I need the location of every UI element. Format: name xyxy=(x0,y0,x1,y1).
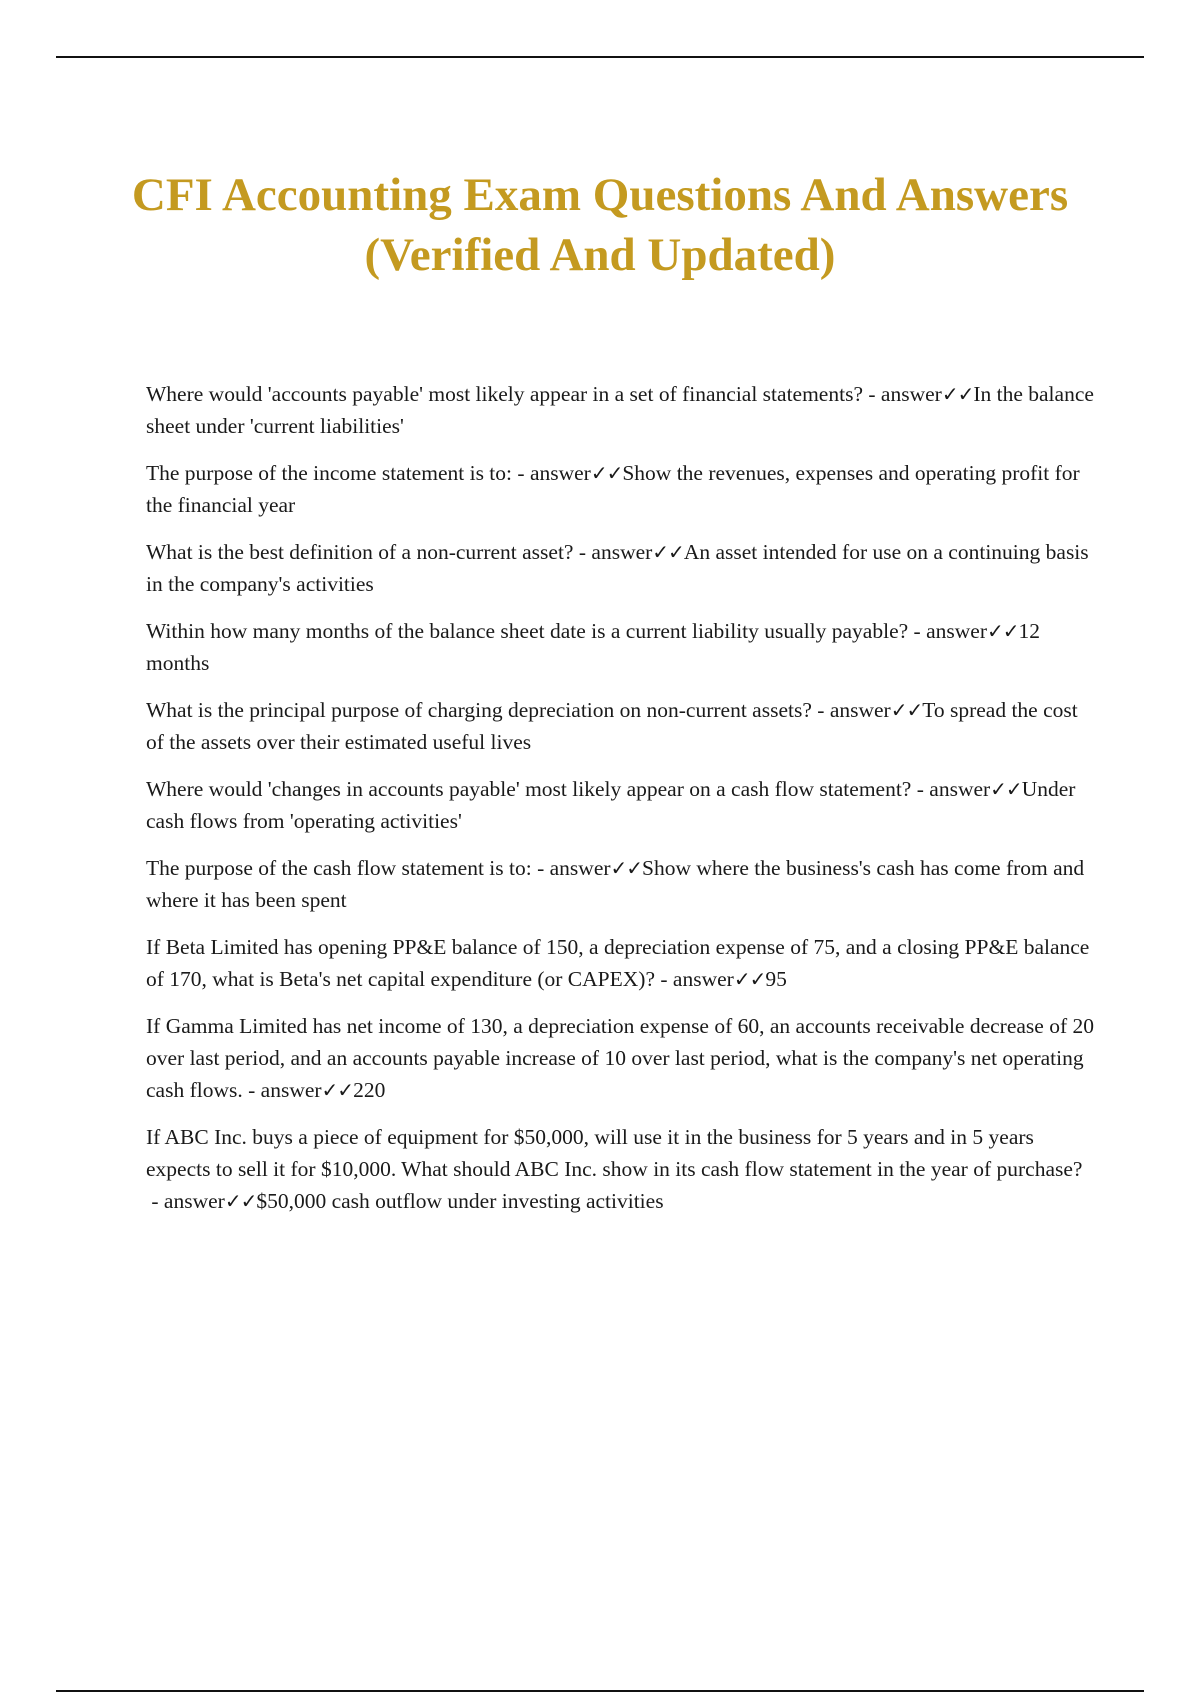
separator: - xyxy=(911,777,930,801)
question-text: Within how many months of the balance sheet date is a current liability usually payable? xyxy=(146,619,909,643)
question-text: If ABC Inc. buys a piece of equipment for $50,000, will use it in the business for 5 years and in 5 years expects to sell it for $10,000. What should ABC Inc. show in its cash flow statement in the year of purchase? xyxy=(146,1125,1083,1181)
double-check-icon: ✓✓ xyxy=(224,1189,257,1213)
qa-item xyxy=(146,852,1096,916)
separator: - xyxy=(908,619,927,643)
answer-prefix: answer xyxy=(926,619,987,643)
qa-item xyxy=(146,536,1096,600)
qa-item xyxy=(146,1010,1096,1106)
answer-prefix: answer xyxy=(672,967,734,991)
qa-item xyxy=(146,378,1096,442)
question-text: What is the best definition of a non-current asset? xyxy=(146,540,574,564)
answer-text: 220 xyxy=(353,1078,386,1102)
separator: - xyxy=(655,967,673,991)
double-check-icon: ✓✓ xyxy=(321,1078,354,1102)
separator: - xyxy=(512,461,530,485)
qa-item xyxy=(146,1121,1096,1217)
question-text: If Beta Limited has opening PP&E balance of 150, a depreciation expense of 75, and a closing PP&E balance of 170, what is Beta's net capital expenditure (or CAPEX)? xyxy=(146,935,1090,991)
separator: - xyxy=(242,1078,261,1102)
answer-text: To spread the cost of the assets over their estimated useful lives xyxy=(146,698,1078,754)
answer-prefix: answer xyxy=(880,382,942,406)
double-check-icon: ✓✓ xyxy=(941,382,974,406)
question-text: Where would 'changes in accounts payable' most likely appear on a cash flow statement? xyxy=(146,777,912,801)
answer-text: Under cash flows from 'operating activities' xyxy=(146,777,1076,833)
qa-item xyxy=(146,773,1096,837)
separator: - xyxy=(863,382,881,406)
answer-prefix: answer xyxy=(591,540,653,564)
question-text: What is the principal purpose of charging depreciation on non-current assets? xyxy=(146,698,812,722)
separator: - xyxy=(531,856,550,880)
answer-prefix: answer xyxy=(549,856,611,880)
qa-item xyxy=(146,615,1096,679)
double-check-icon: ✓✓ xyxy=(652,540,684,564)
qa-item xyxy=(146,931,1096,995)
answer-text: Show where the business's cash has come from and where it has been spent xyxy=(146,856,1085,912)
double-check-icon: ✓✓ xyxy=(986,619,1019,643)
double-check-icon: ✓✓ xyxy=(890,698,923,722)
double-check-icon: ✓✓ xyxy=(610,856,643,880)
answer-prefix: answer xyxy=(163,1189,225,1213)
answer-text: Show the revenues, expenses and operating profit for the financial year xyxy=(146,461,1080,517)
answer-text: In the balance sheet under 'current liabilities' xyxy=(146,382,1094,438)
answer-prefix: answer xyxy=(829,698,891,722)
separator: - xyxy=(811,698,830,722)
qa-item xyxy=(146,694,1096,758)
double-check-icon: ✓✓ xyxy=(590,461,623,485)
qa-list xyxy=(146,378,1096,1232)
top-rule xyxy=(56,56,1144,58)
double-check-icon: ✓✓ xyxy=(990,777,1022,801)
answer-text: An asset intended for use on a continuing basis in the company's activities xyxy=(146,540,1089,596)
separator: - xyxy=(573,540,592,564)
document-title: CFI Accounting Exam Questions And Answers (Verified And Updated) xyxy=(131,169,1069,281)
question-text: If Gamma Limited has net income of 130, a depreciation expense of 60, an accounts receivable decrease of 20 over last period, and an accounts payable increase of 10 over last period, what is the company's net operating cash flows. xyxy=(146,1014,1094,1102)
question-text: The purpose of the income statement is to: xyxy=(146,461,513,485)
question-text: The purpose of the cash flow statement is to: xyxy=(146,856,532,880)
answer-text: 12 months xyxy=(146,619,1040,675)
double-check-icon: ✓✓ xyxy=(733,967,766,991)
answer-text: $50,000 cash outflow under investing activities xyxy=(256,1189,664,1213)
bottom-rule xyxy=(56,1690,1144,1692)
answer-prefix: answer xyxy=(929,777,991,801)
question-text: Where would 'accounts payable' most likely appear in a set of financial statements? xyxy=(146,382,863,406)
answer-prefix: answer xyxy=(260,1078,322,1102)
separator: - xyxy=(146,1189,164,1213)
answer-text: 95 xyxy=(765,967,787,991)
answer-prefix: answer xyxy=(529,461,591,485)
qa-item xyxy=(146,457,1096,521)
